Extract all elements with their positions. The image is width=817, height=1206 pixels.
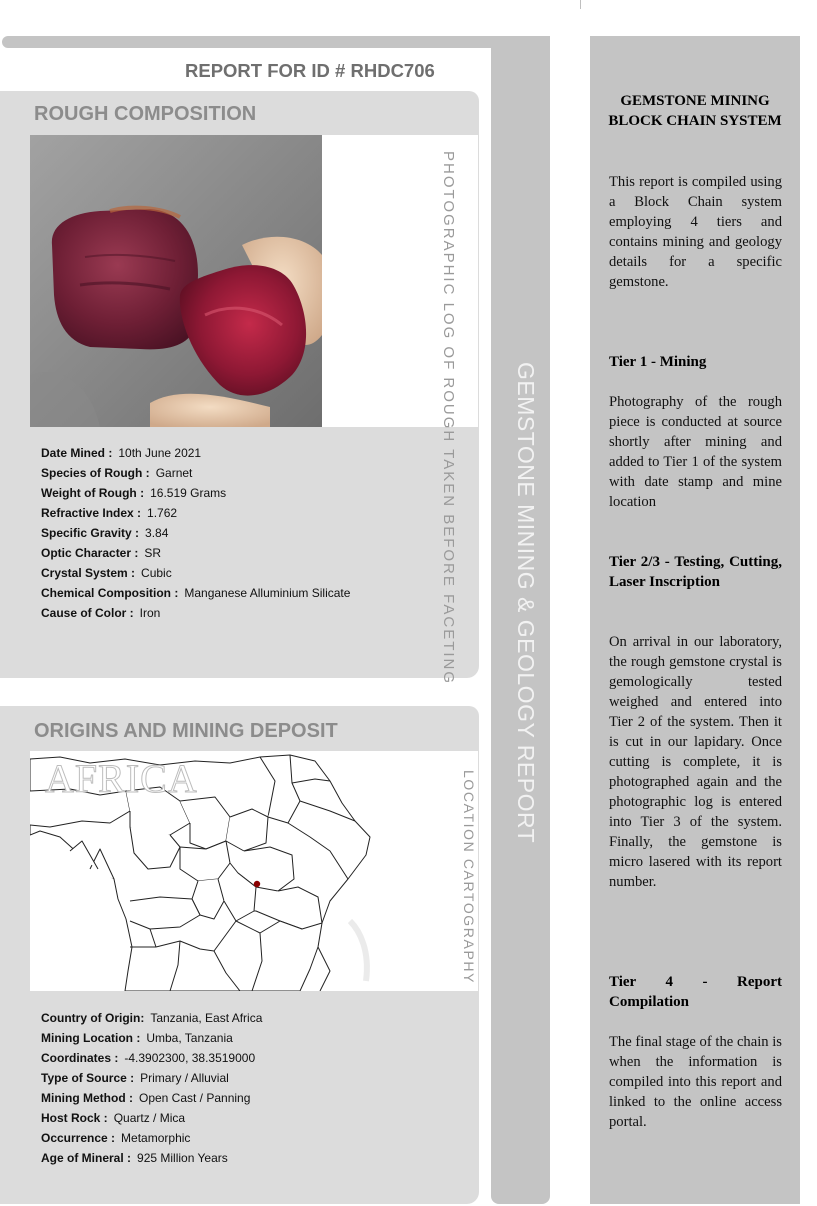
rough-gemstone-photo [30, 135, 322, 427]
detail-row-country [41, 1008, 262, 1028]
header-bar [2, 36, 550, 48]
tier23-heading: Tier 2/3 - Testing, Cutting, Laser Inscription [609, 554, 782, 590]
detail-value: Iron [139, 606, 161, 620]
detail-row-chemical-composition [41, 583, 350, 603]
detail-row-crystal-system [41, 563, 350, 583]
detail-row-weight [41, 483, 350, 503]
detail-value: 1.762 [147, 506, 178, 520]
map-frame [30, 751, 478, 991]
top-divider-tick [580, 0, 581, 9]
sidebar-intro: This report is compiled using a Block Chain system employing 4 tiers and contains mining and geology details for a specific gemstone. [609, 174, 782, 290]
rough-details-list [41, 443, 350, 623]
detail-label: Species of Rough : [41, 466, 150, 480]
detail-label: Cause of Color : [41, 606, 134, 620]
detail-value: 3.84 [145, 526, 169, 540]
tier1-heading: Tier 1 - Mining [609, 354, 707, 370]
detail-label: Optic Character : [41, 546, 139, 560]
detail-label: Occurrence : [41, 1131, 116, 1145]
detail-label: Weight of Rough : [41, 486, 145, 500]
blockchain-sidebar [590, 36, 800, 1204]
detail-row-specific-gravity [41, 523, 350, 543]
detail-value: Primary / Alluvial [140, 1071, 229, 1085]
detail-label: Type of Source : [41, 1071, 135, 1085]
tier4-heading: Tier 4 - Report Compilation [609, 974, 782, 1010]
origin-details-list [41, 1008, 262, 1168]
detail-value: 16.519 Grams [150, 486, 227, 500]
tier1-text: Photography of the rough piece is conducted at source shortly after mining and added to Tier 1 of the system with date stamp and mine location [609, 394, 782, 510]
rough-photo-caption: PHOTOGRAPHIC LOG OF ROUGH TAKEN BEFORE FACETING [440, 151, 457, 686]
detail-value: Metamorphic [121, 1131, 191, 1145]
detail-row-source-type [41, 1068, 262, 1088]
detail-value: Open Cast / Panning [138, 1091, 251, 1105]
detail-label: Coordinates : [41, 1051, 119, 1065]
detail-label: Mining Method : [41, 1091, 133, 1105]
detail-value: Umba, Tanzania [146, 1031, 233, 1045]
detail-label: Host Rock : [41, 1111, 108, 1125]
detail-row-cause-of-color [41, 603, 350, 623]
origins-heading: ORIGINS AND MINING DEPOSIT [34, 720, 338, 742]
map-caption: LOCATION CARTOGRAPHY [461, 770, 477, 985]
tier23-text: On arrival in our laboratory, the rough gemstone crystal is gemologically tested weighed and entered into Tier 2 of the system. Then it is cut in our lapidary. Once cutting is complete, it is photographed again and the photographic log is entered into Tier 3 of the system. Finally, the gemstone is micro lasered with its report number. [609, 634, 782, 890]
rough-composition-heading: ROUGH COMPOSITION [34, 103, 257, 125]
detail-row-species [41, 463, 350, 483]
detail-label: Specific Gravity : [41, 526, 140, 540]
sidebar-title: GEMSTONE MINING BLOCK CHAIN SYSTEM [608, 93, 782, 129]
detail-value: Quartz / Mica [113, 1111, 186, 1125]
detail-value: 10th June 2021 [118, 446, 202, 460]
detail-label: Crystal System : [41, 566, 136, 580]
map-region-label: AFRICA [45, 756, 198, 801]
africa-map [30, 751, 425, 991]
spine-title: GEMSTONE MINING & GEOLOGY REPORT [513, 362, 539, 844]
detail-value: SR [144, 546, 162, 560]
detail-value: Manganese Alluminium Silicate [184, 586, 351, 600]
mine-location-marker [254, 881, 260, 887]
detail-label: Date Mined : [41, 446, 113, 460]
detail-row-mining-method [41, 1088, 262, 1108]
garnet-rough-image [30, 135, 322, 427]
detail-row-refractive-index [41, 503, 350, 523]
detail-row-mining-location [41, 1028, 262, 1048]
detail-row-host-rock [41, 1108, 262, 1128]
detail-label: Chemical Composition : [41, 586, 179, 600]
detail-value: 925 Million Years [137, 1151, 228, 1165]
detail-value: -4.3902300, 38.3519000 [124, 1051, 256, 1065]
detail-row-optic-character [41, 543, 350, 563]
detail-label: Refractive Index : [41, 506, 142, 520]
report-title: REPORT FOR ID # RHDC706 [185, 60, 435, 81]
detail-label: Country of Origin: [41, 1011, 145, 1025]
detail-row-mineral-age [41, 1148, 262, 1168]
tier4-text: The final stage of the chain is when the information is compiled into this report and linked to the online access portal. [609, 1034, 782, 1130]
detail-row-date-mined [41, 443, 350, 463]
detail-label: Age of Mineral : [41, 1151, 132, 1165]
detail-row-coordinates [41, 1048, 262, 1068]
detail-label: Mining Location : [41, 1031, 141, 1045]
detail-row-occurrence [41, 1128, 262, 1148]
detail-value: Garnet [155, 466, 193, 480]
detail-value: Tanzania, East Africa [150, 1011, 263, 1025]
detail-value: Cubic [141, 566, 172, 580]
